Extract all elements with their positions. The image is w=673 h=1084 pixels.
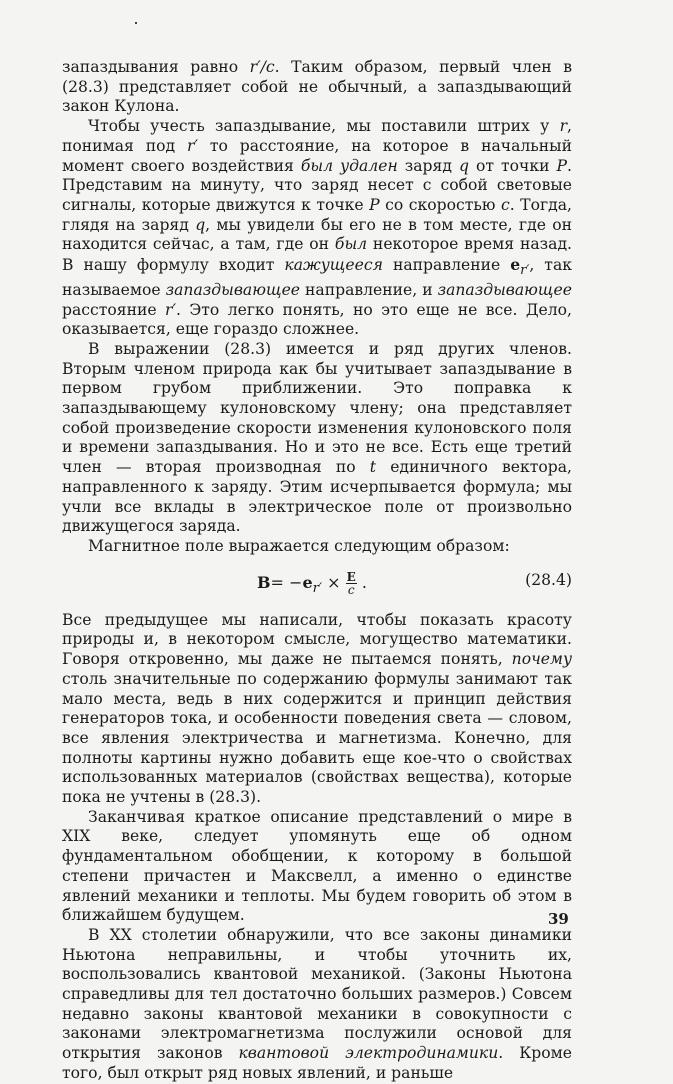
- text-block-top: [62, 58, 572, 557]
- formula-expression: $B= -e_{r'}$ × $\frac{E}{c}$ .: [257, 569, 367, 597]
- top-paragraph-4: Магнитное поле выражается следующим образом:: [88, 536, 510, 555]
- scan-mark: [135, 22, 137, 24]
- equation-number: (28.4): [525, 570, 572, 589]
- bottom-paragraph-1: Все предыдущее мы написали, чтобы показать красоту природы и, в некотором смысле, могущество математики. Говоря откровенно, мы даже не пытаемся понять, почему столь значительные по содержанию формулы занимают так мало места, ведь в них содержится и принцип действия генераторов тока, и особенности поведения света — словом, все явления электричества и магнетизма. Конечно, для полноты картины нужно добавить еще кое-что о свойствах использованных материалов (свойствах вещества), которые пока не учтены в (28.3).: [62, 610, 572, 807]
- formula-fraction: $\frac{E}{c}$: [346, 569, 356, 597]
- text-block-bottom: [62, 611, 572, 1084]
- top-paragraph-2: Чтобы учесть запаздывание, мы поставили штрих у r, понимая под r′ то расстояние, на которое в начальный момент своего воздействия был удален заряд q от точки P. Представим на минуту, что заряд несет с собой световые сигналы, которые движутся к точке P со скоростью c. Тогда, глядя на заряд q, мы увидели бы его не в том месте, где он находится сейчас, а там, где он был некоторое время назад. В нашу формулу входит кажущееся направление $e_{r'}$, так называемое запаздывающее направление, и запаздывающее расстояние r′. Это легко понять, но это еще не все. Дело, оказывается, еще гораздо сложнее.: [62, 117, 573, 339]
- bottom-paragraph-2: Заканчивая краткое описание представлений о мире в XIX веке, следует упомянуть еще об одном фундаментальном обобщении, к которому в большой степени причастен и Максвелл, а именно о единстве явлений механики и теплоты. Мы будем говорить об этом в ближайшем будущем.: [62, 807, 572, 925]
- top-paragraph-3: В выражении (28.3) имеется и ряд других членов. Вторым членом природа как бы учитывает запаздывание в первом грубом приближении. Это поправка к запаздывающему кулоновскому члену; она представляет собой произведение скорости изменения кулоновского поля и времени запаздывания. Но и это не все. Есть еще третий член — вторая производная по t единичного вектора, направленного к заряду. Этим исчерпывается формула; мы учли все вклады в электрическое поле от произвольно движущегося заряда.: [62, 339, 573, 536]
- top-paragraph-1: запаздывания равно r′/c. Таким образом, первый член в (28.3) представляет собой не обычный, а запаздывающий закон Кулона.: [62, 58, 572, 116]
- page-body: [62, 58, 572, 1084]
- bottom-paragraph-3: В XX столетии обнаружили, что все законы динамики Ньютона неправильны, и чтобы уточнить их, воспользовались квантовой механикой. (Законы Ньютона справедливы для тел достаточно больших размеров.) Совсем недавно законы квантовой механики в совокупности с законами электромагнетизма послужили основой для открытия законов квантовой электродинамики. Кроме того, был открыт ряд новых явлений, и раньше: [62, 925, 572, 1082]
- page-number: 39: [548, 910, 569, 928]
- formula-28-4: [62, 561, 572, 605]
